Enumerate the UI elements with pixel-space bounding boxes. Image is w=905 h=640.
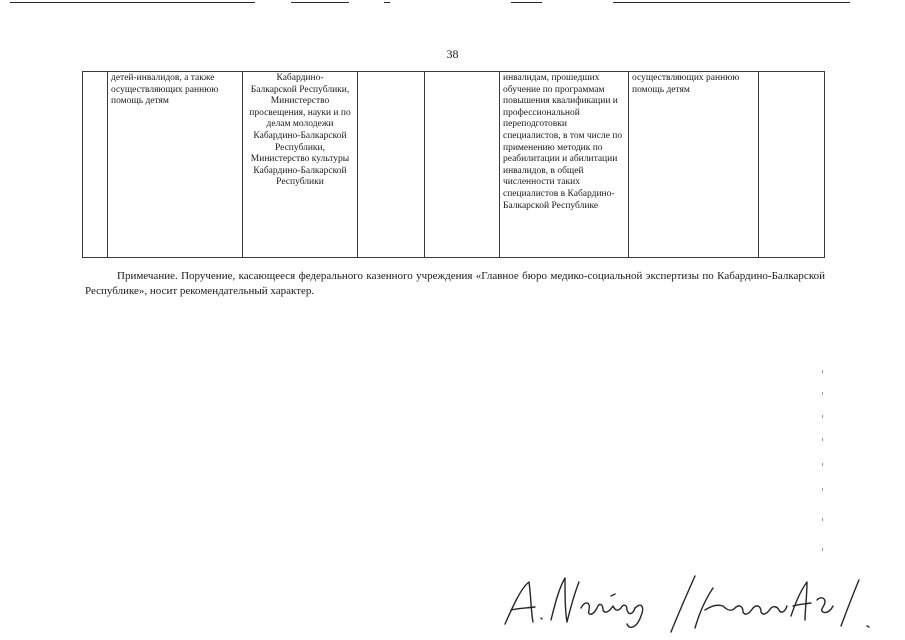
- top-rule: [10, 2, 255, 3]
- table-cell-target-group: детей-инвалидов, а также осуществляющих раннюю помощь детям: [108, 72, 243, 258]
- table-cell-responsible: Кабардино- Балкарской Республики, Министерство просвещения, науки и по делам молодежи Кабардино-Балкарской Республики, Министерство культуры Кабардино-Балкарской Республики: [243, 72, 358, 258]
- table-cell-indicator: инвалидам, прошедших обучение по программам повышения квалификации и профессиональной переподготовки специалистов, в том числе по применению методик по реабилитации и абилитации инвалидов, в общей численности таких специалистов в Кабардино-Балкарской Республике: [500, 72, 629, 258]
- table-cell-result: осуществляющих раннюю помощь детям: [629, 72, 759, 258]
- table-cell-number: [83, 72, 108, 258]
- data-table: [82, 71, 825, 258]
- top-rule: [511, 2, 542, 3]
- scan-marks: [822, 370, 826, 570]
- handwritten-signatures: [495, 566, 875, 636]
- top-rule: [291, 2, 349, 3]
- top-rule: [384, 2, 390, 3]
- top-rule: [613, 2, 850, 3]
- table-cell-empty: [425, 72, 500, 258]
- note-paragraph: Примечание. Поручение, касающееся федерального казенного учреждения «Главное бюро медико-социальной экспертизы по Кабардино-Балкарской Республике», носит рекомендательный характер.: [85, 270, 825, 297]
- page-number: 38: [446, 47, 459, 61]
- table-row: [83, 72, 825, 258]
- table-cell-empty: [358, 72, 425, 258]
- table-cell-empty: [759, 72, 825, 258]
